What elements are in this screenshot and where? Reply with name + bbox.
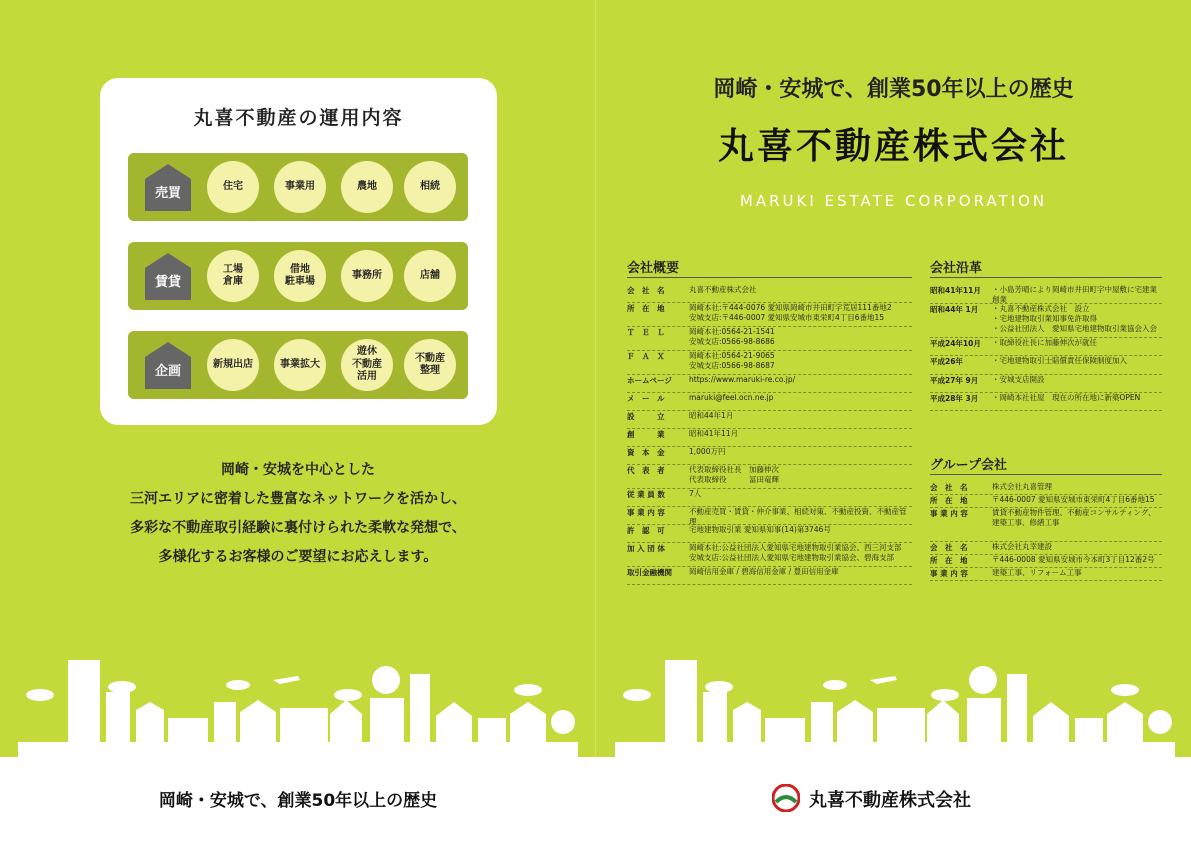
service-item: 新規出店 xyxy=(207,339,259,391)
row-label: 資 本 金 xyxy=(627,448,665,457)
row-label: Ｔ Ｅ Ｌ xyxy=(627,328,665,337)
row-value: ・取締役社長に加藤伸次が就任 xyxy=(992,338,1097,347)
footer-tagline: 岡崎・安城で、創業50年以上の歴史 xyxy=(158,791,438,811)
row-label: 従 業 員 数 xyxy=(627,490,665,499)
row-value: 株式会社丸喜管理 xyxy=(992,482,1052,491)
company-name: 丸喜不動産株式会社 xyxy=(717,126,1069,167)
row-value: 昭和41年11月 xyxy=(689,429,739,438)
row-label: 会 社 名 xyxy=(627,286,665,295)
row-value: ・安城支店開設 xyxy=(992,375,1045,384)
row-value: ・小島芳晴により岡崎市井田町字中屋敷に宅建業創業 xyxy=(992,285,1157,304)
row-label: 加 入 団 体 xyxy=(627,544,665,553)
table-row xyxy=(627,375,912,393)
table-row xyxy=(930,356,1162,375)
services-title: 丸喜不動産の運用内容 xyxy=(193,107,404,129)
table-row xyxy=(930,542,1162,555)
table-row xyxy=(930,338,1162,356)
row-value: 昭和44年1月 xyxy=(689,411,734,420)
table-row xyxy=(627,465,912,489)
table-row xyxy=(930,285,1162,304)
row-label: 創 業 xyxy=(627,430,665,439)
row-label: 会 社 名 xyxy=(930,543,968,552)
table-row xyxy=(627,525,912,543)
service-item: 住宅 xyxy=(207,161,259,213)
row-value: 宅地建物取引業 愛知県知事(14)第3746号 xyxy=(689,525,831,534)
row-label: ホームページ xyxy=(627,376,672,385)
cityscape-illustration xyxy=(615,640,1175,760)
row-label: 事 業 内 容 xyxy=(627,508,665,517)
row-label: 平成27年 9月 xyxy=(930,376,979,385)
table-row xyxy=(627,285,912,303)
row-label: 所 在 地 xyxy=(930,556,968,565)
row-value: 株式会社丸幸建設 xyxy=(992,542,1052,551)
table-row xyxy=(930,375,1162,393)
row-label: 平成26年 xyxy=(930,357,963,366)
group-title: グループ会社 xyxy=(930,458,1007,473)
overview-title: 会社概要 xyxy=(627,261,680,276)
table-row xyxy=(627,567,912,585)
table-row xyxy=(627,411,912,429)
company-english-name: MARUKI ESTATE CORPORATION xyxy=(739,192,1048,210)
row-label: 企画 xyxy=(154,364,181,379)
service-item: 事業拡大 xyxy=(274,339,326,391)
intro-paragraph xyxy=(0,456,596,572)
row-label: 許 認 可 xyxy=(627,526,665,535)
service-item: 借地 駐車場 xyxy=(274,250,326,302)
history-table xyxy=(930,285,1162,425)
house-icon xyxy=(145,164,191,211)
row-value: 岡崎本社:〒444-0076 愛知県岡崎市井田町字荒居111番地2 安城支店:〒446-0007 愛知県安城市東栄町4丁目6番地15 xyxy=(689,303,892,322)
group-rule xyxy=(930,474,1162,475)
table-row xyxy=(930,568,1162,581)
row-value: 1,000万円 xyxy=(689,447,726,456)
row-label: 会 社 名 xyxy=(930,483,968,492)
row-label: 昭和41年11月 xyxy=(930,286,981,295)
group-table xyxy=(930,482,1162,602)
table-row xyxy=(930,393,1162,411)
table-row xyxy=(627,543,912,567)
service-item: 工場 倉庫 xyxy=(207,250,259,302)
history-rule xyxy=(930,277,1162,278)
table-row xyxy=(930,304,1162,338)
table-row xyxy=(930,482,1162,495)
row-label: 所 在 地 xyxy=(930,496,968,505)
row-label: 平成24年10月 xyxy=(930,339,981,348)
row-value: ・宅地建物取引士賠償責任保険制度加入 xyxy=(992,356,1127,365)
intro-line: 多様化するお客様のご要望にお応えします。 xyxy=(158,549,438,565)
table-row xyxy=(930,555,1162,568)
row-label: 事 業 内 容 xyxy=(930,569,968,578)
table-row xyxy=(930,508,1162,542)
row-value: 〒446-0008 愛知県安城市今本町3丁目12番2号 xyxy=(992,555,1155,564)
row-value: 〒446-0007 愛知県安城市東栄町4丁目6番地15 xyxy=(992,495,1155,504)
table-row xyxy=(627,489,912,507)
row-value: 丸喜不動産株式会社 xyxy=(689,285,757,294)
row-value: https://www.maruki-re.co.jp/ xyxy=(689,375,796,384)
row-value: 不動産売買・賃貸・仲介事業、相続対策、不動産投資、不動産管理 xyxy=(689,507,907,526)
service-item: 事業用 xyxy=(274,161,326,213)
row-value: 岡崎信用金庫 / 碧海信用金庫 / 豊田信用金庫 xyxy=(689,567,839,576)
row-label: 売買 xyxy=(154,186,181,201)
row-label: 昭和44年 1月 xyxy=(930,305,979,314)
history-title: 会社沿革 xyxy=(930,261,983,276)
table-row xyxy=(627,303,912,327)
row-value: 建築工事、リフォーム工事 xyxy=(992,568,1082,577)
service-item: 農地 xyxy=(341,161,393,213)
service-row-sale xyxy=(128,153,468,221)
house-icon xyxy=(145,342,191,389)
row-label: 平成28年 3月 xyxy=(930,394,979,403)
intro-line: 三河エリアに密着した豊富なネットワークを活かし、 xyxy=(130,491,466,507)
fold-line xyxy=(595,0,596,757)
table-row xyxy=(627,507,912,525)
row-value: 賃貸不動産物件管理、不動産コンサルティング、 建築工事、修繕工事 xyxy=(992,508,1156,527)
intro-line: 岡崎・安城を中心とした xyxy=(221,462,375,478)
service-item: 遊休 不動産 活用 xyxy=(341,339,393,391)
overview-rule xyxy=(627,277,912,278)
row-value: ・岡崎本社社屋 現在の所在地に新築OPEN xyxy=(992,393,1141,402)
row-label: 取引金融機関 xyxy=(627,568,672,577)
row-value: ・丸喜不動産株式会社 設立 ・宅地建物取引業知事免許取得 ・公益社団法人 愛知県宅地建物取引業協会入会 xyxy=(992,304,1157,333)
table-row xyxy=(930,495,1162,508)
row-label: 代 表 者 xyxy=(627,466,665,475)
service-row-rent xyxy=(128,242,468,310)
table-row xyxy=(627,429,912,447)
service-item: 事務所 xyxy=(341,250,393,302)
footer-company-name: 丸喜不動産株式会社 xyxy=(809,790,971,811)
cityscape-illustration xyxy=(18,640,578,760)
tagline: 岡崎・安城で、創業50年以上の歴史 xyxy=(713,77,1074,102)
table-row xyxy=(627,351,912,375)
house-icon xyxy=(145,253,191,300)
row-value: 岡崎本社:0564-21-1541 安城支店:0566-98-8686 xyxy=(689,327,775,346)
table-row xyxy=(627,327,912,351)
row-value: maruki@feel.ocn.ne.jp xyxy=(689,393,774,402)
row-value: 7人 xyxy=(689,489,702,498)
row-label: 事 業 内 容 xyxy=(930,509,968,518)
row-label: Ｆ Ａ Ｘ xyxy=(627,352,665,361)
service-row-planning xyxy=(128,331,468,399)
row-label: メ ー ル xyxy=(627,394,665,403)
row-label: 設 立 xyxy=(627,412,665,421)
table-row xyxy=(627,447,912,465)
row-label: 賃貸 xyxy=(154,275,181,290)
overview-table xyxy=(627,285,912,605)
service-item: 相続 xyxy=(404,161,456,213)
row-value: 代表取締役社長 加藤伸次 代表取締役 冨田竜輝 xyxy=(689,465,779,484)
row-value: 岡崎本社:0564-21-9065 安城支店:0566-98-8687 xyxy=(689,351,775,370)
service-item: 不動産 整理 xyxy=(404,339,456,391)
row-value: 岡崎本社:公益社団法人愛知県宅地建物取引業協会、西三河支部 安城支店:公益社団法人愛知県宅地建物取引業協会、碧海支部 xyxy=(689,543,902,562)
table-row xyxy=(627,393,912,411)
row-label: 所 在 地 xyxy=(627,304,665,313)
intro-line: 多彩な不動産取引経験に裏付けられた柔軟な発想で、 xyxy=(130,520,466,536)
service-item: 店舗 xyxy=(404,250,456,302)
company-logo-icon xyxy=(772,784,800,812)
services-card xyxy=(100,78,497,425)
